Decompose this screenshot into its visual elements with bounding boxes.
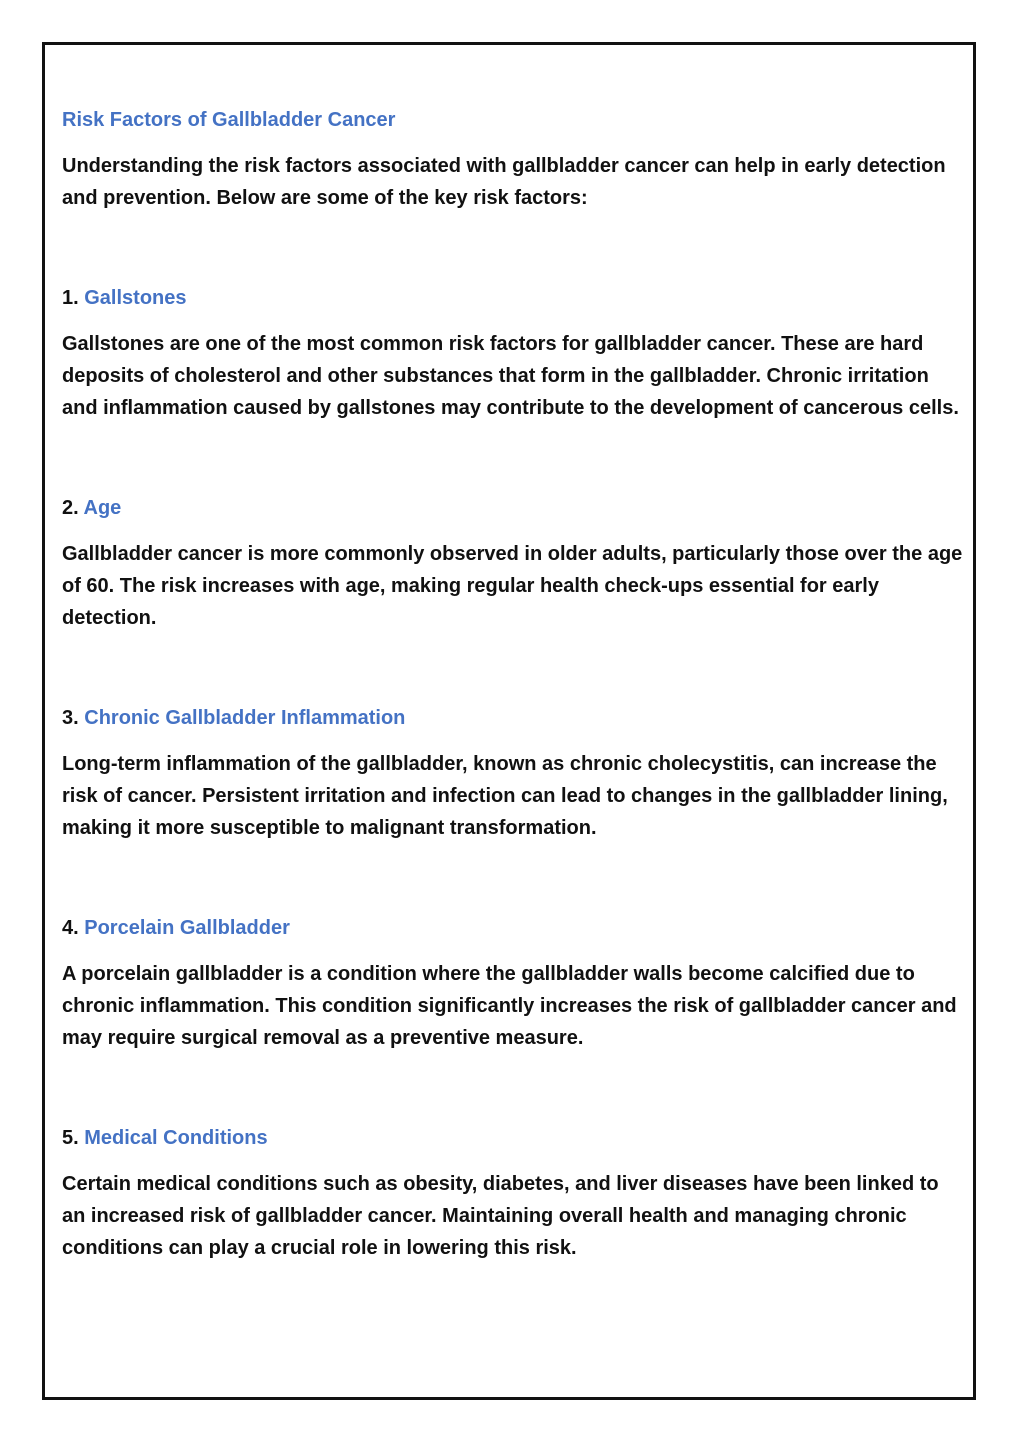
section-heading: [62, 702, 967, 734]
section-heading: [62, 1122, 967, 1154]
section-porcelain-gallbladder: [62, 912, 967, 1054]
section-gallstones: [62, 282, 967, 424]
section-age: [62, 492, 967, 634]
section-body: Gallstones are one of the most common risk factors for gallbladder cancer. These are hard deposits of cholesterol and other substances that form in the gallbladder. Chronic irritation and inflammation caused by gallstones may contribute to the development of cancerous cells.: [62, 333, 959, 419]
section-heading: [62, 282, 967, 314]
section-body: Gallbladder cancer is more commonly observed in older adults, particularly those over the age of 60. The risk increases with age, making regular health check-ups essential for early detection.: [62, 543, 963, 629]
section-body: A porcelain gallbladder is a condition where the gallbladder walls become calcified due to chronic inflammation. This condition significantly increases the risk of gallbladder cancer and may require surgical removal as a preventive measure.: [62, 963, 957, 1049]
section-number: 1.: [62, 287, 79, 309]
section-title: Medical Conditions: [84, 1127, 268, 1149]
section-number: 2.: [62, 497, 79, 519]
section-title: Gallstones: [84, 287, 187, 309]
section-title: Age: [83, 497, 122, 519]
section-number: 3.: [62, 707, 79, 729]
section-body: Certain medical conditions such as obesity, diabetes, and liver diseases have been linked to an increased risk of gallbladder cancer. Maintaining overall health and managing chronic conditions can play a crucial role in lowering this risk.: [62, 1173, 939, 1259]
section-number: 4.: [62, 917, 79, 939]
section-chronic-inflammation: [62, 702, 967, 844]
document-content: [62, 104, 967, 1264]
section-title: Chronic Gallbladder Inflammation: [84, 707, 406, 729]
section-body: Long-term inflammation of the gallbladder, known as chronic cholecystitis, can increase the risk of cancer. Persistent irritation and infection can lead to changes in the gallbladder lining, making it more susceptible to malignant transformation.: [62, 753, 948, 839]
intro-paragraph: Understanding the risk factors associated with gallbladder cancer can help in early detection and prevention. Below are some of the key risk factors:: [62, 155, 946, 209]
section-medical-conditions: [62, 1122, 967, 1264]
section-title: Porcelain Gallbladder: [84, 917, 290, 939]
section-heading: [62, 912, 967, 944]
section-number: 5.: [62, 1127, 79, 1149]
document-title: Risk Factors of Gallbladder Cancer: [62, 109, 396, 131]
section-heading: [62, 492, 967, 524]
